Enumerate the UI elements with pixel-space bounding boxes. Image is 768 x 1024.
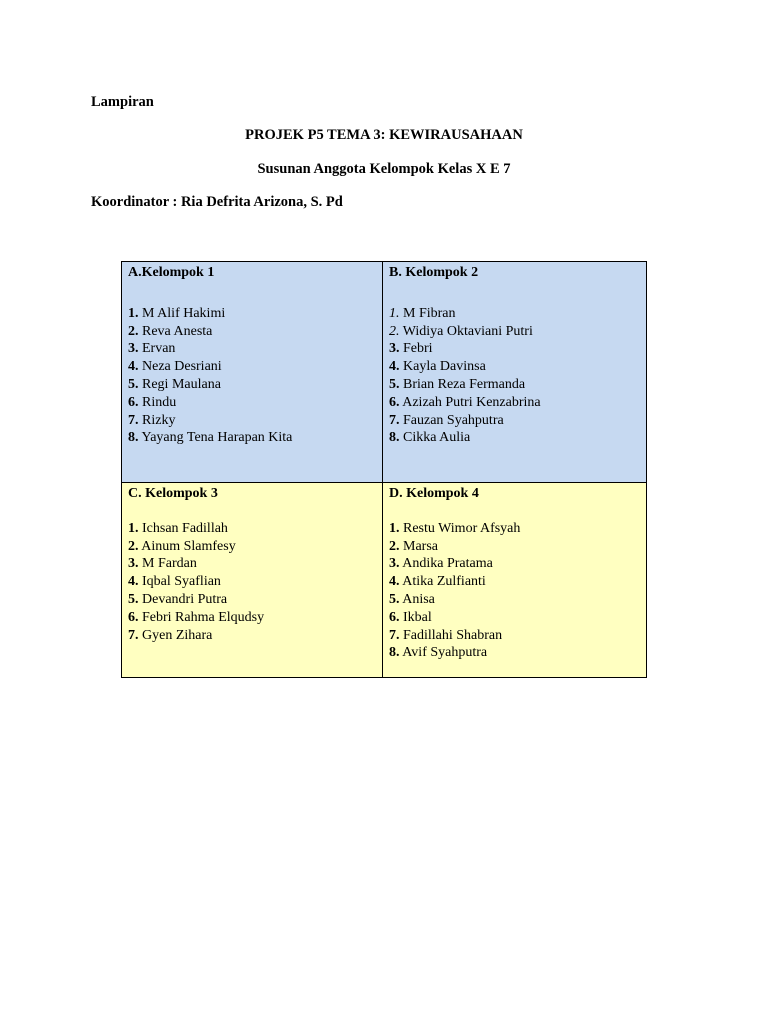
list-item: 3. Andika Pratama — [389, 556, 493, 572]
list-item: 5. Regi Maulana — [128, 376, 221, 392]
list-item: 3. Febri — [389, 341, 433, 357]
list-item: 4. Neza Desriani — [128, 359, 222, 375]
list-item: 5. Brian Reza Fermanda — [389, 376, 526, 392]
list-item: 6. Azizah Putri Kenzabrina — [389, 394, 541, 410]
group-cell-4 — [382, 482, 646, 677]
list-item: 4. Atika Zulfianti — [389, 574, 486, 590]
list-item: 8. Yayang Tena Harapan Kita — [128, 430, 293, 446]
list-item: 6. Rindu — [128, 394, 177, 410]
list-item: 7. Fauzan Syahputra — [389, 412, 504, 428]
group-cell-3 — [122, 482, 382, 677]
document-subtitle: Susunan Anggota Kelompok Kelas X E 7 — [257, 161, 511, 177]
list-item: 2. Ainum Slamfesy — [128, 538, 236, 554]
list-item: 1. Restu Wimor Afsyah — [389, 520, 521, 536]
list-item: 2. Reva Anesta — [128, 323, 213, 339]
group-title: B. Kelompok 2 — [389, 265, 479, 280]
list-item: 8. Avif Syahputra — [389, 645, 488, 661]
list-item: 1. M Alif Hakimi — [128, 305, 226, 321]
list-item: 1. Ichsan Fadillah — [128, 520, 228, 536]
group-title: D. Kelompok 4 — [389, 486, 479, 501]
list-item: 7. Gyen Zihara — [128, 627, 213, 643]
group-table — [121, 261, 647, 678]
list-item: 7. Fadillahi Shabran — [389, 627, 503, 643]
page-heading: Lampiran — [91, 94, 154, 110]
group-cell-2 — [382, 262, 646, 482]
document-title: PROJEK P5 TEMA 3: KEWIRAUSAHAAN — [245, 127, 523, 143]
list-item: 1. M Fibran — [389, 305, 456, 321]
list-item: 6. Febri Rahma Elqudsy — [128, 609, 265, 625]
list-item: 7. Rizky — [128, 412, 176, 428]
list-item: 3. Ervan — [128, 341, 176, 357]
group-cell-1 — [122, 262, 382, 482]
list-item: 8. Cikka Aulia — [389, 430, 471, 446]
list-item: 3. M Fardan — [128, 556, 197, 572]
group-title: A.Kelompok 1 — [128, 265, 215, 280]
list-item: 5. Anisa — [389, 591, 435, 607]
list-item: 6. Ikbal — [389, 609, 432, 625]
list-item: 2. Marsa — [389, 538, 438, 554]
group-title: C. Kelompok 3 — [128, 486, 218, 501]
list-item: 2. Widiya Oktaviani Putri — [389, 323, 533, 339]
list-item: 5. Devandri Putra — [128, 591, 228, 607]
list-item: 4. Iqbal Syaflian — [128, 574, 221, 590]
coordinator-line: Koordinator : Ria Defrita Arizona, S. Pd — [91, 194, 343, 210]
list-item: 4. Kayla Davinsa — [389, 359, 486, 375]
